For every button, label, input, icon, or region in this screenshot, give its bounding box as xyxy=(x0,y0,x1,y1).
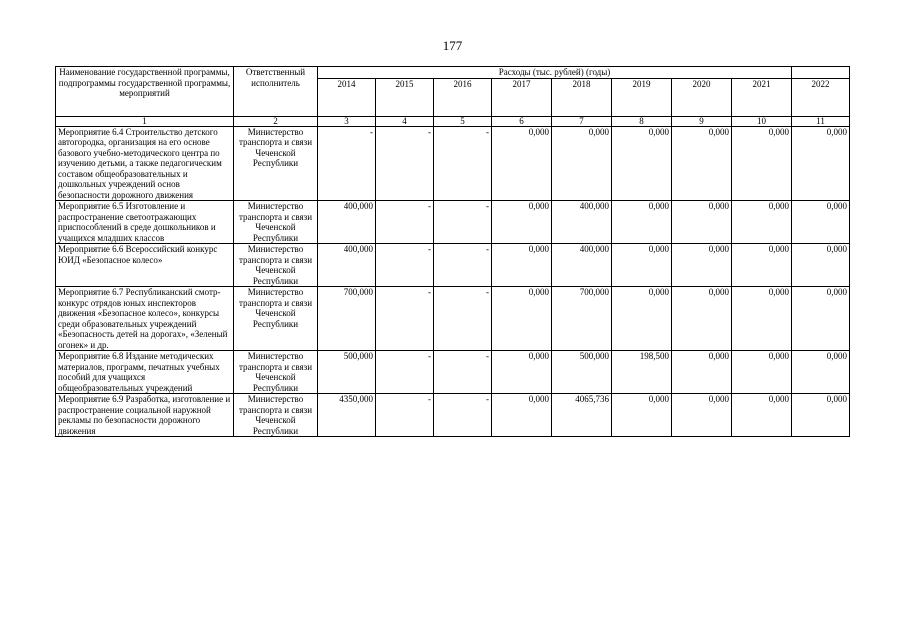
activity-name-cell: Мероприятие 6.8 Издание методических материалов, программ, печатных учебных пособий для учащихся общеобразовательных учреждений xyxy=(56,351,234,394)
value-cell: 500,000 xyxy=(318,351,376,394)
column-number-cell: 1 xyxy=(56,116,234,126)
value-cell: 0,000 xyxy=(552,126,612,201)
value-cell: 0,000 xyxy=(732,287,792,351)
value-cell: - xyxy=(434,201,492,244)
column-number-cell: 7 xyxy=(552,116,612,126)
year-cell: 2019 xyxy=(612,78,672,116)
value-cell: 0,000 xyxy=(792,126,850,201)
value-cell: 0,000 xyxy=(492,244,552,287)
year-cell: 2014 xyxy=(318,78,376,116)
activity-name-cell: Мероприятие 6.4 Строительство детского автогородка, организация на его основе базового учебно-методического центра по изучению детьми, а также педагогическим составом общеобразовательных и дошкольных учреждений основ безопасности дорожного движения xyxy=(56,126,234,201)
column-number-row xyxy=(56,116,850,126)
value-cell: 0,000 xyxy=(612,287,672,351)
value-cell: 500,000 xyxy=(552,351,612,394)
year-cell: 2016 xyxy=(434,78,492,116)
value-cell: 400,000 xyxy=(552,201,612,244)
responsible-cell: Министерство транспорта и связи Чеченской Республики xyxy=(234,244,318,287)
value-cell: 700,000 xyxy=(552,287,612,351)
value-cell: 400,000 xyxy=(318,201,376,244)
value-cell: 0,000 xyxy=(492,201,552,244)
value-cell: 0,000 xyxy=(492,126,552,201)
column-number-cell: 4 xyxy=(376,116,434,126)
year-cell: 2018 xyxy=(552,78,612,116)
responsible-cell: Министерство транспорта и связи Чеченской Республики xyxy=(234,351,318,394)
value-cell: 0,000 xyxy=(672,287,732,351)
value-cell: 4065,736 xyxy=(552,394,612,437)
value-cell: 0,000 xyxy=(732,351,792,394)
header-expenses-cell: Расходы (тыс. рублей) (годы) xyxy=(318,67,792,79)
value-cell: 0,000 xyxy=(672,244,732,287)
table-row xyxy=(56,126,850,201)
value-cell: 0,000 xyxy=(612,126,672,201)
responsible-cell: Министерство транспорта и связи Чеченской Республики xyxy=(234,287,318,351)
header-row xyxy=(56,67,850,79)
header-name-cell: Наименование государственной программы, подпрограммы государственной программы, мероприятий xyxy=(56,67,234,117)
responsible-cell: Министерство транспорта и связи Чеченской Республики xyxy=(234,201,318,244)
value-cell: - xyxy=(376,351,434,394)
responsible-cell: Министерство транспорта и связи Чеченской Республики xyxy=(234,126,318,201)
value-cell: 0,000 xyxy=(792,394,850,437)
column-number-cell: 3 xyxy=(318,116,376,126)
value-cell: 0,000 xyxy=(492,394,552,437)
value-cell: 0,000 xyxy=(792,351,850,394)
value-cell: 0,000 xyxy=(672,394,732,437)
value-cell: 0,000 xyxy=(732,244,792,287)
value-cell: 0,000 xyxy=(672,351,732,394)
column-number-cell: 9 xyxy=(672,116,732,126)
value-cell: 0,000 xyxy=(792,287,850,351)
value-cell: - xyxy=(318,126,376,201)
year-cell: 2017 xyxy=(492,78,552,116)
value-cell: - xyxy=(376,287,434,351)
year-cell: 2020 xyxy=(672,78,732,116)
year-cell: 2022 xyxy=(792,78,850,116)
table-row xyxy=(56,201,850,244)
value-cell: - xyxy=(376,201,434,244)
value-cell: 0,000 xyxy=(732,394,792,437)
value-cell: - xyxy=(434,394,492,437)
value-cell: 400,000 xyxy=(552,244,612,287)
value-cell: - xyxy=(376,244,434,287)
activity-name-cell: Мероприятие 6.7 Республиканский смотр-конкурс отрядов юных инспекторов движения «Безопасное колесо», конкурсы среди образовательных учреждений «Безопасность детей на дорогах», «Зеленый огонек» и др. xyxy=(56,287,234,351)
activity-name-cell: Мероприятие 6.9 Разработка, изготовление и распространение социальной наружной рекламы по безопасности дорожного движения xyxy=(56,394,234,437)
value-cell: 0,000 xyxy=(672,126,732,201)
value-cell: - xyxy=(434,126,492,201)
responsible-cell: Министерство транспорта и связи Чеченской Республики xyxy=(234,394,318,437)
value-cell: 0,000 xyxy=(612,394,672,437)
column-number-cell: 10 xyxy=(732,116,792,126)
value-cell: - xyxy=(434,287,492,351)
value-cell: 0,000 xyxy=(732,201,792,244)
column-number-cell: 6 xyxy=(492,116,552,126)
budget-table xyxy=(55,66,850,437)
value-cell: - xyxy=(376,126,434,201)
value-cell: 0,000 xyxy=(492,287,552,351)
activity-name-cell: Мероприятие 6.6 Всероссийский конкурс ЮИД «Безопасное колесо» xyxy=(56,244,234,287)
value-cell: 4350,000 xyxy=(318,394,376,437)
column-number-cell: 2 xyxy=(234,116,318,126)
header-empty-cell xyxy=(792,67,850,79)
year-cell: 2021 xyxy=(732,78,792,116)
value-cell: - xyxy=(434,351,492,394)
column-number-cell: 11 xyxy=(792,116,850,126)
value-cell: 0,000 xyxy=(612,244,672,287)
header-responsible-cell: Ответственный исполнитель xyxy=(234,67,318,117)
year-cell: 2015 xyxy=(376,78,434,116)
page-number: 177 xyxy=(442,38,463,53)
column-number-cell: 8 xyxy=(612,116,672,126)
value-cell: - xyxy=(434,244,492,287)
value-cell: 0,000 xyxy=(732,126,792,201)
table-row xyxy=(56,244,850,287)
activity-name-cell: Мероприятие 6.5 Изготовление и распространение светоотражающих приспособлений в среде дошкольников и учащихся младших классов xyxy=(56,201,234,244)
value-cell: 0,000 xyxy=(792,201,850,244)
column-number-cell: 5 xyxy=(434,116,492,126)
value-cell: 0,000 xyxy=(612,201,672,244)
value-cell: 0,000 xyxy=(792,244,850,287)
value-cell: 198,500 xyxy=(612,351,672,394)
value-cell: 0,000 xyxy=(492,351,552,394)
value-cell: 0,000 xyxy=(672,201,732,244)
table-row xyxy=(56,351,850,394)
table-row xyxy=(56,287,850,351)
value-cell: 700,000 xyxy=(318,287,376,351)
table-row xyxy=(56,394,850,437)
value-cell: 400,000 xyxy=(318,244,376,287)
value-cell: - xyxy=(376,394,434,437)
